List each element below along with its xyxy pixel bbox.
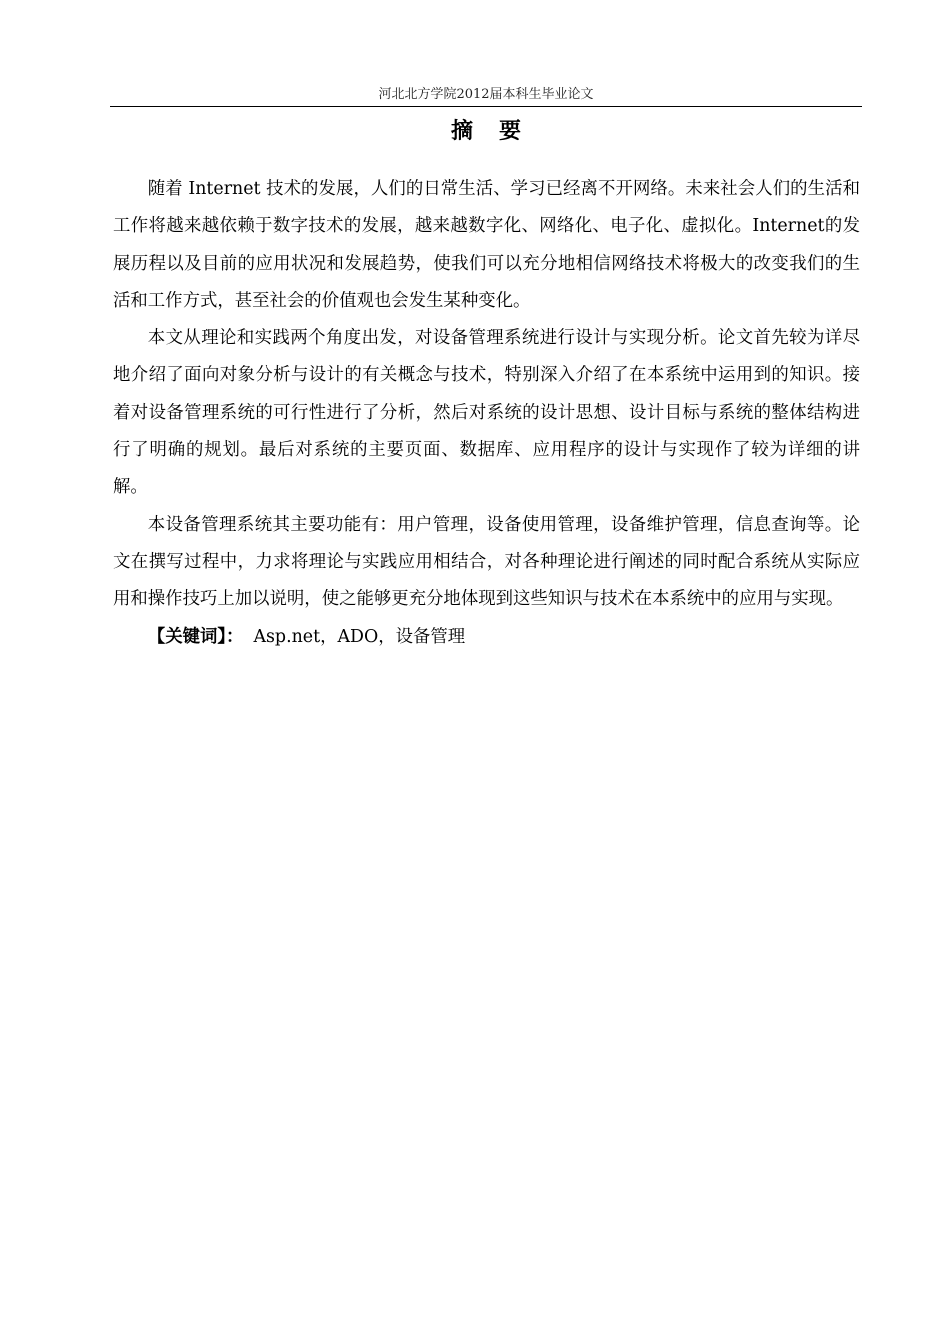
- running-header: 河北北方学院2012届本科生毕业论文: [378, 87, 594, 102]
- abstract-paragraph-1: 随着 Internet 技术的发展，人们的日常生活、学习已经离不开网络。未来社会人们的生活和工作将越来越依赖于数字技术的发展，越来越数字化、网络化、电子化、虚拟化。Internet的发展历程以及目前的应用状况和发展趋势，使我们可以充分地相信网络技术将极大的改变我们的生活和工作方式，甚至社会的价值观也会发生某种变化。: [113, 179, 860, 311]
- keywords-label: 【关键词】：: [147, 626, 244, 647]
- abstract-title: 摘要: [450, 118, 547, 144]
- abstract-paragraph-2: 本文从理论和实践两个角度出发，对设备管理系统进行设计与实现分析。论文首先较为详尽地介绍了面向对象分析与设计的有关概念与技术，特别深入介绍了在本系统中运用到的知识。接着对设备管理系统的可行性进行了分析，然后对系统的设计思想、设计目标与系统的整体结构进行了明确的规划。最后对系统的主要页面、数据库、应用程序的设计与实现作了较为详细的讲解。: [113, 328, 860, 498]
- abstract-paragraph-3: 本设备管理系统其主要功能有：用户管理，设备使用管理，设备维护管理，信息查询等。论文在撰写过程中，力求将理论与实践应用相结合，对各种理论进行阐述的同时配合系统从实际应用和操作技巧上加以说明，使之能够更充分地体现到这些知识与技术在本系统中的应用与实现。: [113, 514, 860, 610]
- keywords-value: Asp.net，ADO，设备管理: [253, 626, 466, 647]
- header-rule: [110, 106, 862, 107]
- abstract-body: [113, 171, 860, 656]
- keywords-line: [113, 619, 860, 656]
